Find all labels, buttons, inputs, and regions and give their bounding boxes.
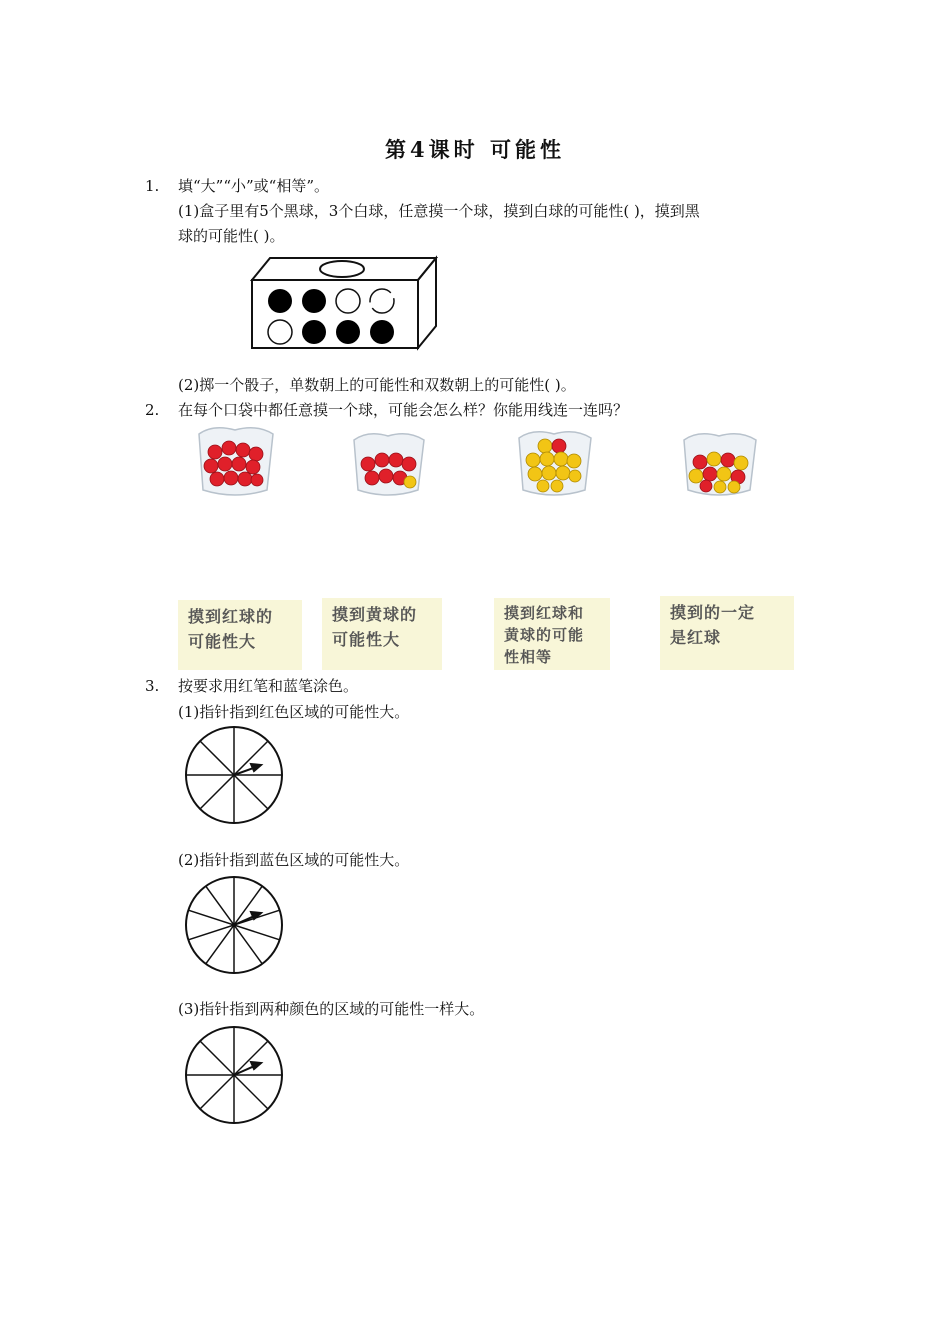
black-ball [336, 320, 360, 344]
card-1-line2: 可能性大 [188, 632, 257, 651]
card-2-line2: 可能性大 [332, 630, 401, 649]
black-ball [302, 320, 326, 344]
card-4-line2: 是红球 [670, 628, 722, 647]
card-1-line1: 摸到红球的 [188, 607, 274, 626]
white-ball [336, 289, 360, 313]
card-3-line1: 摸到红球和 [504, 604, 585, 622]
answer-card-1[interactable] [178, 600, 302, 670]
q1-part1-line1: (1)盒子里有5个黑球，3个白球，任意摸一个球，摸到白球的可能性( )，摸到黑 [178, 202, 700, 220]
white-ball [370, 289, 394, 313]
q3-prompt: 按要求用红笔和蓝笔涂色。 [178, 677, 359, 695]
page-title: 第4课时 可能性 [385, 137, 565, 162]
answer-card-4[interactable] [660, 596, 794, 670]
q3-number: 3. [145, 677, 160, 695]
q1-part2: (2)掷一个骰子，单数朝上的可能性和双数朝上的可能性( )。 [178, 376, 576, 394]
card-3-line2: 黄球的可能 [504, 626, 585, 644]
card-3-line3: 性相等 [504, 648, 553, 666]
spinner-2[interactable] [183, 874, 285, 976]
q1-part1-line2: 球的可能性( )。 [178, 227, 285, 245]
black-ball [302, 289, 326, 313]
spinner-3[interactable] [183, 1024, 285, 1126]
spinner-1[interactable] [183, 724, 285, 826]
q3-part1: (1)指针指到红色区域的可能性大。 [178, 703, 410, 721]
bag-4-half-red-half-yellow [678, 430, 760, 498]
card-4-line1: 摸到的一定 [670, 603, 756, 622]
black-ball [370, 320, 394, 344]
q3-part2: (2)指针指到蓝色区域的可能性大。 [178, 851, 410, 869]
bag-1-all-red [193, 424, 278, 499]
answer-card-3[interactable] [494, 598, 610, 670]
q2-number: 2. [145, 401, 160, 419]
q1-prompt: 填“大”“小”或“相等”。 [178, 177, 330, 195]
box-balls [268, 289, 394, 344]
card-2-line1: 摸到黄球的 [332, 605, 418, 624]
q2-prompt: 在每个口袋中都任意摸一个球，可能会怎么样？你能用线连一连吗？ [178, 401, 629, 419]
bag-3-mostly-yellow [513, 428, 595, 500]
ball-box-image [248, 254, 440, 352]
bag-2-mostly-red [348, 430, 428, 498]
white-ball [268, 320, 292, 344]
q3-part3: (3)指针指到两种颜色的区域的可能性一样大。 [178, 1000, 485, 1018]
q1-number: 1. [145, 177, 160, 195]
black-ball [268, 289, 292, 313]
answer-card-2[interactable] [322, 598, 442, 670]
